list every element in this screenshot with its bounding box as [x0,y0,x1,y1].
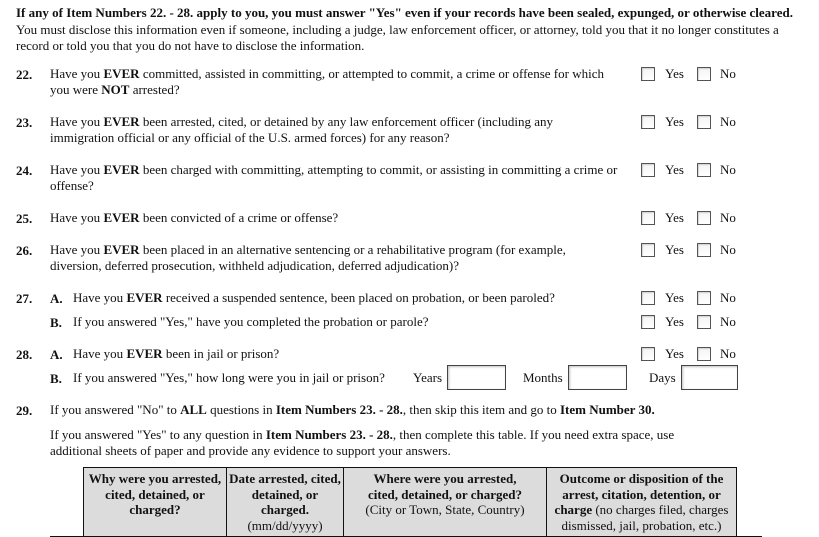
intro-text: You must disclose this information even if someone, including a judge, law enforcement officer, or attorney, told you that it no longer constitutes a record or told you that you do not have to disclose the information. [16,21,779,53]
question-24-yes-label: Yes [665,162,684,177]
question-25-text: Have you EVER been convicted of a crime or offense? [50,210,339,225]
question-26-text: Have you EVER been placed in an alternative sentencing or a rehabilitative program (for example, diversion, deferred prosecution, withheld adjudication, deferred adjudication)? [50,242,566,273]
question-28a-text: Have you EVER been in jail or prison? [73,346,280,361]
question-24-no-label: No [720,162,736,177]
question-29-instruction-no: If you answered "No" to ALL questions in Item Numbers 23. - 28., then skip this item and go to Item Number 30. [50,402,655,417]
intro-paragraph [16,5,806,55]
question-28a-no-label: No [720,346,736,361]
question-23-text: Have you EVER been arrested, cited, or detained by any law enforcement officer (including any immigration official or any official of the U.S. armed forces) for any reason? [50,114,553,145]
question-26-no-label: No [720,242,736,257]
question-22-no-label: No [720,66,736,81]
question-24-no-checkbox[interactable] [697,163,711,177]
question-25-no-label: No [720,210,736,225]
question-22-yes-checkbox[interactable] [641,67,655,81]
question-28b-letter: B. [50,371,62,386]
question-28a-letter: A. [50,347,63,362]
question-24-number: 24. [16,163,33,178]
question-27a-letter: A. [50,291,63,306]
question-25-no-checkbox[interactable] [697,211,711,225]
question-29-number: 29. [16,403,33,418]
question-27a-no-label: No [720,290,736,305]
table-header-location: Where were you arrested, cited, detained, or charged? (City or Town, State, Country) [343,467,547,537]
question-27b-text: If you answered "Yes," have you completed the probation or parole? [73,314,429,329]
question-22-no-checkbox[interactable] [697,67,711,81]
question-23-no-label: No [720,114,736,129]
table-header-outcome: Outcome or disposition of the arrest, citation, detention, or charge (no charges filed, charges dismissed, jail, probation, etc.) [546,467,737,537]
question-27a-no-checkbox[interactable] [697,291,711,305]
question-29-instruction-yes: If you answered "Yes" to any question in Item Numbers 23. - 28., then complete this table. If you need extra space, use additional sheets of paper and provide any evidence to support your answers. [50,427,675,458]
question-27a-text: Have you EVER received a suspended sentence, been placed on probation, or been paroled? [73,290,555,305]
months-field[interactable] [568,365,627,390]
intro-bold-text: If any of Item Numbers 22. - 28. apply to you, you must answer "Yes" even if your records have been sealed, expunged, or otherwise cleared. [16,5,793,20]
question-28a-yes-label: Yes [665,346,684,361]
question-23-number: 23. [16,115,33,130]
question-24-text: Have you EVER been charged with committing, attempting to commit, or assisting in committing a crime or offense? [50,162,618,193]
question-25-number: 25. [16,211,33,226]
question-26-no-checkbox[interactable] [697,243,711,257]
days-field[interactable] [681,365,738,390]
question-27b-letter: B. [50,315,62,330]
question-28a-no-checkbox[interactable] [697,347,711,361]
table-header-date: Date arrested, cited, detained, or charged. (mm/dd/yyyy) [226,467,344,537]
years-field[interactable] [447,365,506,390]
question-22-yes-label: Yes [665,66,684,81]
question-24-yes-checkbox[interactable] [641,163,655,177]
question-27b-no-checkbox[interactable] [697,315,711,329]
question-27b-yes-label: Yes [665,314,684,329]
question-23-no-checkbox[interactable] [697,115,711,129]
question-26-yes-checkbox[interactable] [641,243,655,257]
question-25-yes-checkbox[interactable] [641,211,655,225]
days-label: Days [649,370,676,385]
question-28a-yes-checkbox[interactable] [641,347,655,361]
question-27-number: 27. [16,291,33,306]
question-27a-yes-checkbox[interactable] [641,291,655,305]
question-28-number: 28. [16,347,33,362]
question-23-yes-checkbox[interactable] [641,115,655,129]
question-26-number: 26. [16,243,33,258]
question-23-yes-label: Yes [665,114,684,129]
question-22-number: 22. [16,67,33,82]
months-label: Months [523,370,563,385]
question-26-yes-label: Yes [665,242,684,257]
question-27b-yes-checkbox[interactable] [641,315,655,329]
table-header-reason: Why were you arrested, cited, detained, or charged? [83,467,227,537]
question-22-text: Have you EVER committed, assisted in committing, or attempted to commit, a crime or offense for which you were NOT arrested? [50,66,604,97]
years-label: Years [413,370,443,385]
question-27b-no-label: No [720,314,736,329]
question-27a-yes-label: Yes [665,290,684,305]
question-25-yes-label: Yes [665,210,684,225]
question-28b-text: If you answered "Yes," how long were you in jail or prison? [73,370,385,385]
